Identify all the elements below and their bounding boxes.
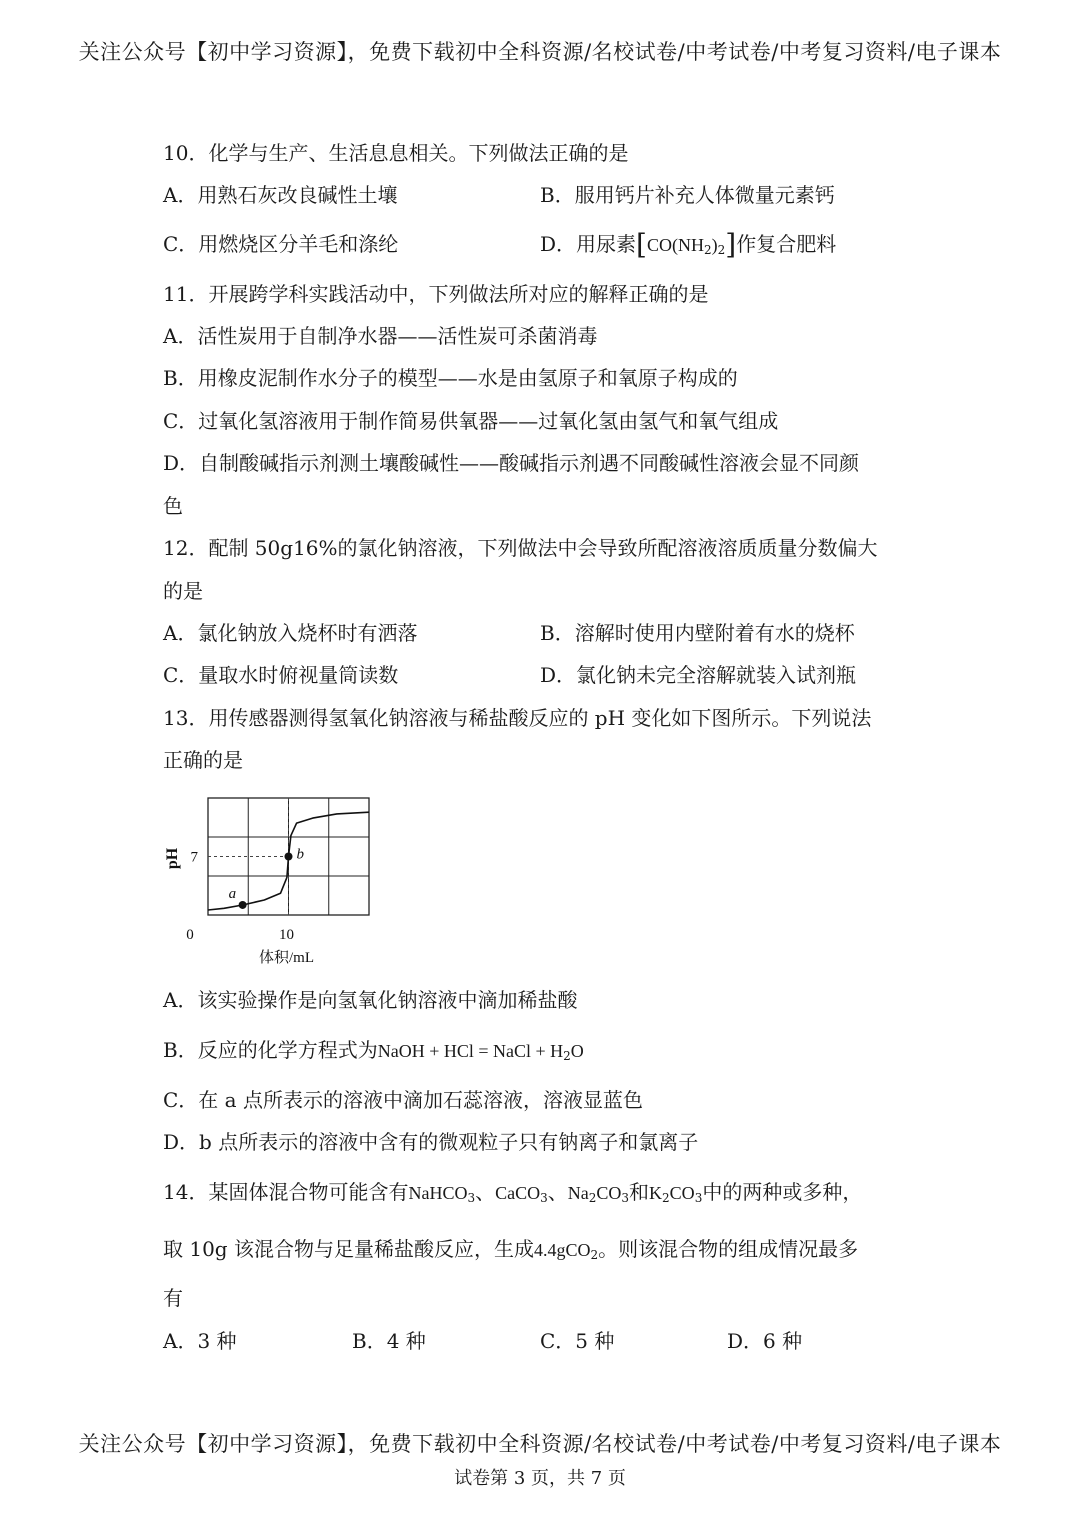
q13-stem: 13．用传感器测得氢氧化钠溶液与稀盐酸反应的 pH 变化如下图所示。下列说法	[163, 706, 872, 730]
formula-caco3: CaCO	[495, 1183, 541, 1203]
q11-option-c: C．过氧化氢溶液用于制作简易供氧器——过氧化氢由氢气和氧气组成	[163, 409, 779, 433]
q14-option-a: A．3 种	[163, 1329, 237, 1353]
reaction-equation-tail: O	[570, 1041, 584, 1061]
banner-top: 关注公众号【初中学习资源】，免费下载初中全科资源/名校试卷/中考试卷/中考复习资料/电子课本	[78, 40, 1002, 64]
x-tick-label-10: 10	[279, 927, 294, 943]
reaction-equation: NaOH + HCl = NaCl + H	[377, 1041, 564, 1061]
q13-option-b-prefix: B．反应的化学方程式为	[163, 1038, 378, 1062]
q10-option-c: C．用燃烧区分羊毛和涤纶	[163, 232, 399, 256]
q11-option-d: D．自制酸碱指示剂测土壤酸碱性——酸碱指示剂遇不同酸碱性溶液会显不同颜	[163, 451, 860, 475]
q11-option-a: A．活性炭用于自制净水器——活性炭可杀菌消毒	[163, 324, 598, 348]
formula-k2co3-b: CO	[669, 1183, 695, 1203]
paren-close: )	[711, 235, 718, 255]
q13-option-a: A．该实验操作是向氢氧化钠溶液中滴加稀盐酸	[163, 988, 578, 1012]
point-label-b: b	[296, 846, 304, 863]
q13-option-d: D．b 点所表示的溶液中含有的微观粒子只有钠离子和氯离子	[163, 1130, 699, 1154]
q14-option-c: C．5 种	[540, 1329, 615, 1353]
formula-k2co3-a: K	[649, 1183, 663, 1203]
q13-stem-cont: 正确的是	[163, 748, 243, 772]
urea-formula: CO(NH	[646, 235, 704, 255]
q11-option-d-cont: 色	[163, 494, 183, 518]
formula-nahco3: NaHCO	[408, 1183, 468, 1203]
q13-option-b: B．反应的化学方程式为NaOH + HCl = NaCl + $H_2O$	[163, 1038, 584, 1063]
ph-chart-svg	[160, 788, 390, 978]
point-b	[285, 853, 293, 861]
q11-option-b: B．用橡皮泥制作水分子的模型——水是由氢原子和氧原子构成的	[163, 366, 738, 390]
formula-na2co3-a: Na	[567, 1183, 589, 1203]
x-tick-label-0: 0	[186, 927, 194, 943]
q12-option-c: C．量取水时俯视量筒读数	[163, 663, 399, 687]
bracket-left: [	[636, 228, 647, 261]
point-a	[239, 901, 247, 909]
q12-stem-cont: 的是	[163, 579, 203, 603]
q12-option-b: B．溶解时使用内壁附着有水的烧杯	[540, 621, 855, 645]
q12-stem: 12．配制 50g16%的氯化钠溶液，下列做法中会导致所配溶液溶质质量分数偏大	[163, 536, 878, 560]
q14-line2-prefix: 取 10g 该混合物与足量稀盐酸反应，生成	[163, 1237, 534, 1261]
q13-option-c: C．在 a 点所表示的溶液中滴加石蕊溶液，溶液显蓝色	[163, 1088, 643, 1112]
q11-stem: 11．开展跨学科实践活动中，下列做法所对应的解释正确的是	[163, 282, 709, 306]
q10-option-d: D．用尿素$[CO(NH_2)_2]$作复合肥料	[540, 228, 837, 261]
q14-option-b: B．4 种	[352, 1329, 426, 1353]
q12-option-d: D．氯化钠未完全溶解就装入试剂瓶	[540, 663, 857, 687]
q14-stem-suffix: 中的两种或多种，	[702, 1180, 863, 1204]
q10-option-a: A．用熟石灰改良碱性土壤	[163, 183, 398, 207]
banner-bottom: 关注公众号【初中学习资源】，免费下载初中全科资源/名校试卷/中考试卷/中考复习资料/电子课本	[78, 1432, 1002, 1456]
q10-option-d-suffix: 作复合肥料	[736, 232, 837, 256]
and-word: 和	[629, 1180, 650, 1204]
sep-1: 、	[475, 1180, 496, 1204]
q14-stem-prefix: 14．某固体混合物可能含有	[163, 1180, 409, 1204]
y-tick-label: 7	[190, 849, 198, 866]
q14-stem-line3: 有	[163, 1286, 183, 1310]
q14-option-d: D．6 种	[727, 1329, 803, 1353]
y-axis-label: pH	[164, 847, 181, 870]
q14-stem-line2: 取 10g 该混合物与足量稀盐酸反应，生成4.4gCO$_2$。则该混合物的组成情况最多	[163, 1237, 859, 1262]
q14-stem: 14．某固体混合物可能含有NaHCO$_3$、CaCO$_3$、$Na_2CO_3$和$K_2CO_3$中的两种或多种，	[163, 1180, 863, 1205]
q10-stem: 10．化学与生产、生活息息相关。下列做法正确的是	[163, 141, 629, 165]
ph-chart	[160, 788, 390, 978]
sep-2: 、	[547, 1180, 568, 1204]
q14-line2-suffix: 。则该混合物的组成情况最多	[598, 1237, 859, 1261]
q10-option-b: B．服用钙片补充人体微量元素钙	[540, 183, 835, 207]
formula-co2-mass: 4.4gCO	[533, 1240, 591, 1260]
page-footer: 试卷第 3 页，共 7 页	[454, 1468, 626, 1489]
q10-option-d-prefix: D．用尿素	[540, 232, 637, 256]
q12-option-a: A．氯化钠放入烧杯时有洒落	[163, 621, 418, 645]
bracket-right: ]	[725, 228, 737, 261]
formula-na2co3-b: CO	[596, 1183, 622, 1203]
x-axis-label: 体积/mL	[259, 950, 314, 966]
point-label-a: a	[228, 885, 237, 902]
